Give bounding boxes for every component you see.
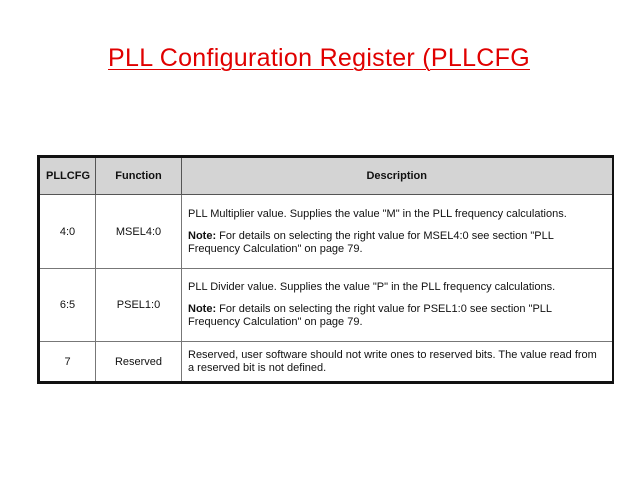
bits-cell: 7 [39, 342, 96, 383]
table-row [39, 269, 613, 342]
header-pllcfg: PLLCFG [39, 157, 96, 195]
function-cell: Reserved [96, 342, 182, 383]
header-function: Function [96, 157, 182, 195]
description-cell [182, 195, 613, 269]
description-text: PLL Multiplier value. Supplies the value "M" in the PLL frequency calculations. [188, 207, 567, 220]
note-label: Note: [188, 229, 217, 242]
note-text: For details on selecting the right value for PSEL1:0 see section "PLL Frequency Calculation" on page 79. [188, 303, 552, 329]
description-text: Reserved, user software should not write ones to reserved bits. The value read from a reserved bit is not defined. [188, 348, 597, 374]
description-text: PLL Divider value. Supplies the value "P" in the PLL frequency calculations. [188, 281, 556, 294]
bits-cell: 6:5 [39, 269, 96, 342]
table-header-row [39, 157, 613, 195]
function-cell: PSEL1:0 [96, 269, 182, 342]
register-table-container [37, 155, 611, 384]
function-cell: MSEL4:0 [96, 195, 182, 269]
bits-cell: 4:0 [39, 195, 96, 269]
description-cell [182, 342, 613, 383]
note-paragraph [188, 230, 606, 256]
note-label: Note: [188, 303, 217, 316]
pllcfg-register-table [37, 155, 614, 384]
slide-title: PLL Configuration Register (PLLCFG [108, 44, 530, 72]
table-row [39, 195, 613, 269]
header-description: Description [182, 157, 613, 195]
note-paragraph [188, 303, 606, 329]
table-row [39, 342, 613, 383]
description-cell [182, 269, 613, 342]
note-text: For details on selecting the right value for MSEL4:0 see section "PLL Frequency Calculation" on page 79. [188, 229, 554, 255]
